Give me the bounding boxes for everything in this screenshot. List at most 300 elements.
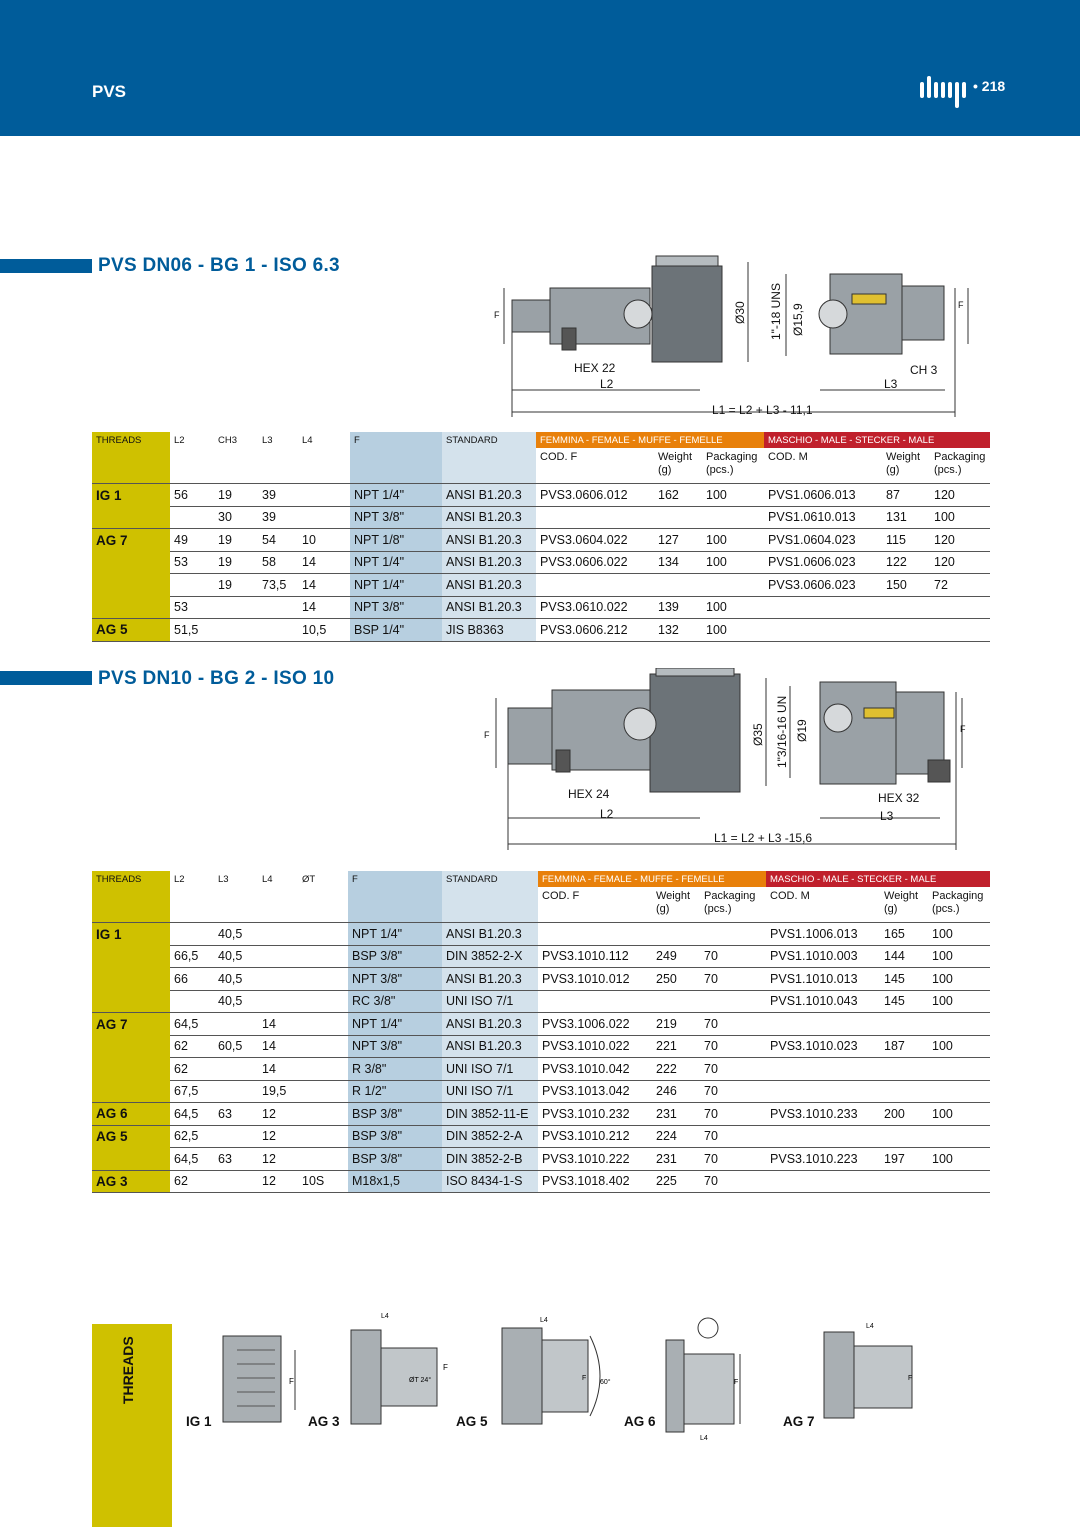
- cell-codf: PVS3.0610.022: [536, 596, 654, 619]
- cell-f: NPT 1/4": [350, 551, 442, 574]
- cell-pm: [928, 1058, 990, 1081]
- cell-f: BSP 1/4": [350, 619, 442, 642]
- cell-codf: PVS3.1010.212: [538, 1125, 652, 1148]
- cell-c4: 10,5: [298, 619, 350, 642]
- cell-std: UNI ISO 7/1: [442, 1058, 538, 1081]
- female-header: FEMMINA - FEMALE - MUFFE - FEMELLE: [538, 871, 766, 887]
- cell-wm: 145: [880, 990, 928, 1013]
- cell-wf: 139: [654, 596, 702, 619]
- cell-c3: 14: [258, 1058, 298, 1081]
- cell-codf: PVS3.0604.022: [536, 529, 654, 552]
- cell-c4: [298, 1013, 348, 1036]
- svg-text:L4: L4: [700, 1435, 708, 1442]
- cell-c1: [170, 506, 214, 529]
- table-header: THREADS L2 CH3 L3 L4 F STANDARD FEMMINA - FEMALE - MUFFE - FEMELLE MASCHIO - MALE - STECKER - MALE: [92, 432, 990, 448]
- cell-pm: [928, 1013, 990, 1036]
- table-row: [92, 1125, 990, 1148]
- table-row: [92, 529, 990, 552]
- cell-c3: 14: [258, 1013, 298, 1036]
- cell-wm: [880, 1125, 928, 1148]
- female-header: FEMMINA - FEMALE - MUFFE - FEMELLE: [536, 432, 764, 448]
- cell-c4: 14: [298, 551, 350, 574]
- cell-wf: 250: [652, 968, 700, 991]
- cell-pf: 100: [702, 551, 764, 574]
- cell-c1: [170, 923, 214, 946]
- cell-codm: PVS3.1010.233: [766, 1103, 880, 1126]
- spec-table-dn10: [92, 871, 990, 1193]
- cell-c1: 64,5: [170, 1103, 214, 1126]
- thread-label-ag5: AG 5: [456, 1414, 488, 1429]
- cell-f: BSP 3/8": [348, 945, 442, 968]
- cell-f: NPT 1/4": [348, 923, 442, 946]
- cell-c3: 39: [258, 506, 298, 529]
- thread-ag6-icon: [660, 1316, 750, 1444]
- cell-pm: [928, 1125, 990, 1148]
- cell-pf: 70: [700, 1125, 766, 1148]
- cell-wm: 122: [882, 551, 930, 574]
- cell-codm: [766, 1170, 880, 1193]
- cell-c2: 40,5: [214, 990, 258, 1013]
- cell-pf: [702, 574, 764, 597]
- cell-c2: 19: [214, 551, 258, 574]
- thread-cell: [92, 968, 170, 991]
- cell-f: NPT 3/8": [348, 1035, 442, 1058]
- cell-c1: 62: [170, 1035, 214, 1058]
- cell-wm: [882, 596, 930, 619]
- cell-pm: [930, 619, 990, 642]
- cell-c4: [298, 1035, 348, 1058]
- cell-wf: [652, 990, 700, 1013]
- cell-codf: PVS3.1010.222: [538, 1148, 652, 1171]
- dim-f-left: F: [494, 310, 500, 320]
- cell-c4: [298, 1125, 348, 1148]
- table-row: [92, 990, 990, 1013]
- cell-codm: PVS3.1010.223: [766, 1148, 880, 1171]
- table-row: [92, 619, 990, 642]
- cell-codf: PVS3.1010.232: [538, 1103, 652, 1126]
- cell-pf: [700, 923, 766, 946]
- cell-codf: [536, 574, 654, 597]
- cell-wf: 127: [654, 529, 702, 552]
- page-number: • 218: [973, 78, 1006, 94]
- cell-std: UNI ISO 7/1: [442, 990, 538, 1013]
- cell-pm: 100: [928, 968, 990, 991]
- cell-c3: 14: [258, 1035, 298, 1058]
- cell-wm: 197: [880, 1148, 928, 1171]
- thread-label-ag6: AG 6: [624, 1414, 656, 1429]
- cell-f: NPT 1/4": [350, 484, 442, 507]
- cell-pf: 70: [700, 1148, 766, 1171]
- cell-c3: [258, 619, 298, 642]
- cell-f: NPT 1/4": [348, 1013, 442, 1036]
- cell-c1: 51,5: [170, 619, 214, 642]
- spec-table-dn06: [92, 432, 990, 642]
- cell-std: ANSI B1.20.3: [442, 551, 536, 574]
- cell-c1: 53: [170, 596, 214, 619]
- thread-cell: [92, 990, 170, 1013]
- thread-cell: AG 6: [92, 1103, 170, 1126]
- cell-wf: 221: [652, 1035, 700, 1058]
- cell-c4: [298, 990, 348, 1013]
- table-subheader: COD. F Weight (g) Packaging (pcs.) COD. M Weight (g) Packaging (pcs.): [92, 448, 990, 484]
- dim-ch: CH 3: [910, 363, 938, 377]
- cell-c4: [298, 484, 350, 507]
- table-row: [92, 945, 990, 968]
- cell-pf: 70: [700, 945, 766, 968]
- cell-wm: [880, 1170, 928, 1193]
- cell-std: DIN 3852-2-A: [442, 1125, 538, 1148]
- cell-f: NPT 3/8": [350, 596, 442, 619]
- cell-codf: [538, 923, 652, 946]
- thread-cell: [92, 551, 170, 574]
- cell-codf: PVS3.0606.022: [536, 551, 654, 574]
- male-header: MASCHIO - MALE - STECKER - MALE: [766, 871, 990, 887]
- svg-text:L4: L4: [381, 1313, 389, 1320]
- cell-codm: [766, 1013, 880, 1036]
- thread-cell: [92, 1035, 170, 1058]
- cell-wf: 246: [652, 1080, 700, 1103]
- cell-c2: [214, 1170, 258, 1193]
- cell-std: ANSI B1.20.3: [442, 484, 536, 507]
- cell-c4: [298, 1148, 348, 1171]
- dim-l3: L3: [880, 809, 894, 823]
- table-row: [92, 574, 990, 597]
- cell-codf: PVS3.1006.022: [538, 1013, 652, 1036]
- thread-ig1-icon: [215, 1330, 305, 1430]
- cell-c3: 39: [258, 484, 298, 507]
- cell-c4: [298, 945, 348, 968]
- dim-hex: HEX 24: [568, 787, 610, 801]
- cell-wm: [880, 1080, 928, 1103]
- dim-l2: L2: [600, 807, 614, 821]
- table-row: [92, 484, 990, 507]
- cell-std: ISO 8434-1-S: [442, 1170, 538, 1193]
- cell-c2: 19: [214, 484, 258, 507]
- cell-c1: 66,5: [170, 945, 214, 968]
- cell-wf: 222: [652, 1058, 700, 1081]
- cell-pf: 100: [702, 529, 764, 552]
- cell-c1: [170, 574, 214, 597]
- cell-c2: [214, 1058, 258, 1081]
- cell-std: ANSI B1.20.3: [442, 1013, 538, 1036]
- table-row: [92, 1058, 990, 1081]
- table-row: [92, 1170, 990, 1193]
- svg-text:F: F: [908, 1375, 913, 1382]
- dim-hex: HEX 22: [574, 361, 616, 375]
- cell-codm: PVS3.0606.023: [764, 574, 882, 597]
- cell-codm: [766, 1125, 880, 1148]
- cell-codm: PVS3.1010.023: [766, 1035, 880, 1058]
- cell-c4: [298, 1058, 348, 1081]
- cell-c4: [298, 1103, 348, 1126]
- cell-c1: 56: [170, 484, 214, 507]
- cell-pf: 70: [700, 1170, 766, 1193]
- cell-c2: 19: [214, 529, 258, 552]
- cell-pf: 100: [702, 619, 764, 642]
- coupling-drawing-dn06: [490, 252, 970, 422]
- cell-pm: 72: [930, 574, 990, 597]
- thread-label-ag7: AG 7: [783, 1414, 815, 1429]
- cell-f: NPT 1/4": [350, 574, 442, 597]
- cell-wf: [652, 923, 700, 946]
- cell-std: ANSI B1.20.3: [442, 506, 536, 529]
- cell-wm: 87: [882, 484, 930, 507]
- thread-cell: AG 7: [92, 529, 170, 552]
- thread-cell: IG 1: [92, 923, 170, 946]
- thread-cell: AG 5: [92, 1125, 170, 1148]
- cell-codf: PVS3.1013.042: [538, 1080, 652, 1103]
- cell-pf: 70: [700, 1013, 766, 1036]
- cell-c3: 19,5: [258, 1080, 298, 1103]
- dim-l1: L1 = L2 + L3 - 11,1: [712, 403, 813, 417]
- thread-ag7-icon: [820, 1318, 920, 1430]
- table-row: [92, 506, 990, 529]
- section-marker: [0, 259, 92, 273]
- cell-c4: 10: [298, 529, 350, 552]
- cell-c2: 63: [214, 1148, 258, 1171]
- cell-wf: 132: [654, 619, 702, 642]
- cell-f: R 3/8": [348, 1058, 442, 1081]
- cell-f: NPT 3/8": [350, 506, 442, 529]
- cell-wm: 131: [882, 506, 930, 529]
- cell-wm: 150: [882, 574, 930, 597]
- thread-cell: IG 1: [92, 484, 170, 507]
- table-row: [92, 551, 990, 574]
- cell-pm: 100: [928, 945, 990, 968]
- cell-f: R 1/2": [348, 1080, 442, 1103]
- dim-l1: L1 = L2 + L3 -15,6: [714, 831, 813, 845]
- cell-wf: 231: [652, 1103, 700, 1126]
- section-title: PVS DN10 - BG 2 - ISO 10: [98, 668, 335, 689]
- thread-cell: AG 7: [92, 1013, 170, 1036]
- cell-c1: 53: [170, 551, 214, 574]
- cell-wf: 134: [654, 551, 702, 574]
- cell-wf: 231: [652, 1148, 700, 1171]
- cell-c1: 49: [170, 529, 214, 552]
- cell-c4: [298, 968, 348, 991]
- cell-f: RC 3/8": [348, 990, 442, 1013]
- male-header: MASCHIO - MALE - STECKER - MALE: [764, 432, 990, 448]
- cell-f: NPT 3/8": [348, 968, 442, 991]
- table-row: [92, 968, 990, 991]
- cell-pm: [928, 1170, 990, 1193]
- cell-wm: 145: [880, 968, 928, 991]
- cell-pm: 100: [928, 990, 990, 1013]
- cell-codf: PVS3.1010.112: [538, 945, 652, 968]
- cell-pf: 100: [702, 484, 764, 507]
- cell-wm: 144: [880, 945, 928, 968]
- cell-pm: 120: [930, 484, 990, 507]
- cell-pm: [930, 596, 990, 619]
- cell-std: ANSI B1.20.3: [442, 1035, 538, 1058]
- table-row: [92, 1013, 990, 1036]
- cell-c1: 64,5: [170, 1013, 214, 1036]
- cell-wm: 200: [880, 1103, 928, 1126]
- thread-label-ag3: AG 3: [308, 1414, 340, 1429]
- svg-text:F: F: [582, 1375, 587, 1382]
- cell-codm: PVS1.1006.013: [766, 923, 880, 946]
- svg-text:L4: L4: [866, 1323, 874, 1330]
- dim-f-right: F: [960, 724, 966, 734]
- cell-std: DIN 3852-11-E: [442, 1103, 538, 1126]
- cell-c2: [214, 596, 258, 619]
- cell-pf: 70: [700, 968, 766, 991]
- dim-f-right: F: [958, 300, 964, 310]
- cell-c3: 54: [258, 529, 298, 552]
- dim-d159: Ø15,9: [791, 303, 805, 336]
- cell-f: BSP 3/8": [348, 1125, 442, 1148]
- cell-pf: 100: [702, 596, 764, 619]
- cell-pm: 100: [928, 1148, 990, 1171]
- table-row: [92, 1035, 990, 1058]
- cell-c3: 12: [258, 1148, 298, 1171]
- cell-wf: 249: [652, 945, 700, 968]
- cell-c4: 14: [298, 596, 350, 619]
- svg-text:F: F: [734, 1379, 739, 1386]
- cell-wf: 162: [654, 484, 702, 507]
- table-row: [92, 596, 990, 619]
- svg-text:F: F: [289, 1377, 294, 1386]
- table-subheader: COD. F Weight (g) Packaging (pcs.) COD. M Weight (g) Packaging (pcs.): [92, 887, 990, 923]
- svg-text:L4: L4: [540, 1317, 548, 1324]
- cell-codm: PVS1.1010.013: [766, 968, 880, 991]
- dim-uns: 1"-18 UNS: [769, 283, 783, 340]
- cell-std: ANSI B1.20.3: [442, 968, 538, 991]
- cell-wm: 187: [880, 1035, 928, 1058]
- cell-c1: 66: [170, 968, 214, 991]
- cell-pf: [702, 506, 764, 529]
- cell-wf: 225: [652, 1170, 700, 1193]
- thread-cell: [92, 506, 170, 529]
- cell-std: UNI ISO 7/1: [442, 1080, 538, 1103]
- cell-c3: 12: [258, 1170, 298, 1193]
- cell-codm: [764, 619, 882, 642]
- cell-c1: [170, 990, 214, 1013]
- cell-std: DIN 3852-2-B: [442, 1148, 538, 1171]
- cell-c4: [298, 506, 350, 529]
- cell-codm: PVS1.0606.013: [764, 484, 882, 507]
- svg-text:F: F: [443, 1363, 448, 1372]
- cell-c4: 14: [298, 574, 350, 597]
- thread-cell: AG 5: [92, 619, 170, 642]
- dim-l2: L2: [600, 377, 614, 391]
- cell-pf: [700, 990, 766, 1013]
- cell-wf: 219: [652, 1013, 700, 1036]
- page-header: [0, 0, 1080, 136]
- cell-wf: 224: [652, 1125, 700, 1148]
- thread-cell: [92, 574, 170, 597]
- dim-d30: Ø30: [733, 301, 747, 324]
- cell-pm: 100: [930, 506, 990, 529]
- cell-codm: PVS1.1010.043: [766, 990, 880, 1013]
- cell-std: JIS B8363: [442, 619, 536, 642]
- cell-wm: [882, 619, 930, 642]
- table-row: [92, 923, 990, 946]
- cell-c2: 60,5: [214, 1035, 258, 1058]
- cell-c2: 30: [214, 506, 258, 529]
- thread-cell: [92, 1080, 170, 1103]
- thread-ag5-icon: [498, 1312, 618, 1430]
- section-name: PVS: [92, 82, 127, 101]
- cell-c4: [298, 923, 348, 946]
- svg-text:ØT 24°: ØT 24°: [409, 1377, 432, 1384]
- thread-cell: [92, 945, 170, 968]
- cell-std: ANSI B1.20.3: [442, 923, 538, 946]
- cell-c2: 40,5: [214, 968, 258, 991]
- threads-title: THREADS: [120, 1336, 136, 1404]
- cell-codm: [766, 1080, 880, 1103]
- cell-pm: 100: [928, 1103, 990, 1126]
- thread-cell: [92, 1148, 170, 1171]
- cell-wm: 115: [882, 529, 930, 552]
- dim-hex2: HEX 32: [878, 791, 920, 805]
- cell-c3: 58: [258, 551, 298, 574]
- cell-codm: PVS1.0604.023: [764, 529, 882, 552]
- dim-l3: L3: [884, 377, 898, 391]
- cell-codf: [538, 990, 652, 1013]
- cell-wf: [654, 574, 702, 597]
- cell-codf: PVS3.1010.042: [538, 1058, 652, 1081]
- cell-c3: 73,5: [258, 574, 298, 597]
- brand-logo-icon: [918, 72, 970, 108]
- table-header: THREADS L2 L3 L4 ØT F STANDARD FEMMINA - FEMALE - MUFFE - FEMELLE MASCHIO - MALE - STECKER - MALE: [92, 871, 990, 887]
- cell-f: M18x1,5: [348, 1170, 442, 1193]
- cell-c1: 62: [170, 1058, 214, 1081]
- dim-un: 1"3/16-16 UN: [775, 695, 789, 768]
- cell-codf: PVS3.1010.022: [538, 1035, 652, 1058]
- cell-wm: [880, 1058, 928, 1081]
- cell-std: ANSI B1.20.3: [442, 574, 536, 597]
- threads-band: [92, 1324, 172, 1527]
- cell-c3: [258, 945, 298, 968]
- cell-c2: [214, 1013, 258, 1036]
- cell-c4: 10S: [298, 1170, 348, 1193]
- thread-label-ig1: IG 1: [186, 1414, 212, 1429]
- cell-c2: 40,5: [214, 945, 258, 968]
- cell-codf: PVS3.1010.012: [538, 968, 652, 991]
- cell-pm: 120: [930, 551, 990, 574]
- cell-std: DIN 3852-2-X: [442, 945, 538, 968]
- cell-codm: PVS1.0606.023: [764, 551, 882, 574]
- svg-text:60°: 60°: [600, 1379, 611, 1386]
- cell-wf: [654, 506, 702, 529]
- section-title: PVS DN06 - BG 1 - ISO 6.3: [98, 255, 340, 276]
- cell-pf: 70: [700, 1035, 766, 1058]
- thread-ag3-icon: [345, 1308, 455, 1430]
- dim-f-left: F: [484, 730, 490, 740]
- cell-pf: 70: [700, 1103, 766, 1126]
- cell-std: ANSI B1.20.3: [442, 529, 536, 552]
- thread-cell: [92, 1058, 170, 1081]
- cell-pm: 120: [930, 529, 990, 552]
- cell-c2: [214, 619, 258, 642]
- cell-codf: PVS3.1018.402: [538, 1170, 652, 1193]
- cell-c3: 12: [258, 1125, 298, 1148]
- cell-c2: [214, 1080, 258, 1103]
- cell-c2: 63: [214, 1103, 258, 1126]
- cell-c3: [258, 596, 298, 619]
- cell-c3: [258, 923, 298, 946]
- cell-c3: [258, 968, 298, 991]
- cell-pf: 70: [700, 1058, 766, 1081]
- cell-pm: 100: [928, 1035, 990, 1058]
- table-row: [92, 1080, 990, 1103]
- thread-cell: [92, 596, 170, 619]
- table-row: [92, 1148, 990, 1171]
- cell-wm: 165: [880, 923, 928, 946]
- cell-std: ANSI B1.20.3: [442, 596, 536, 619]
- cell-c1: 64,5: [170, 1148, 214, 1171]
